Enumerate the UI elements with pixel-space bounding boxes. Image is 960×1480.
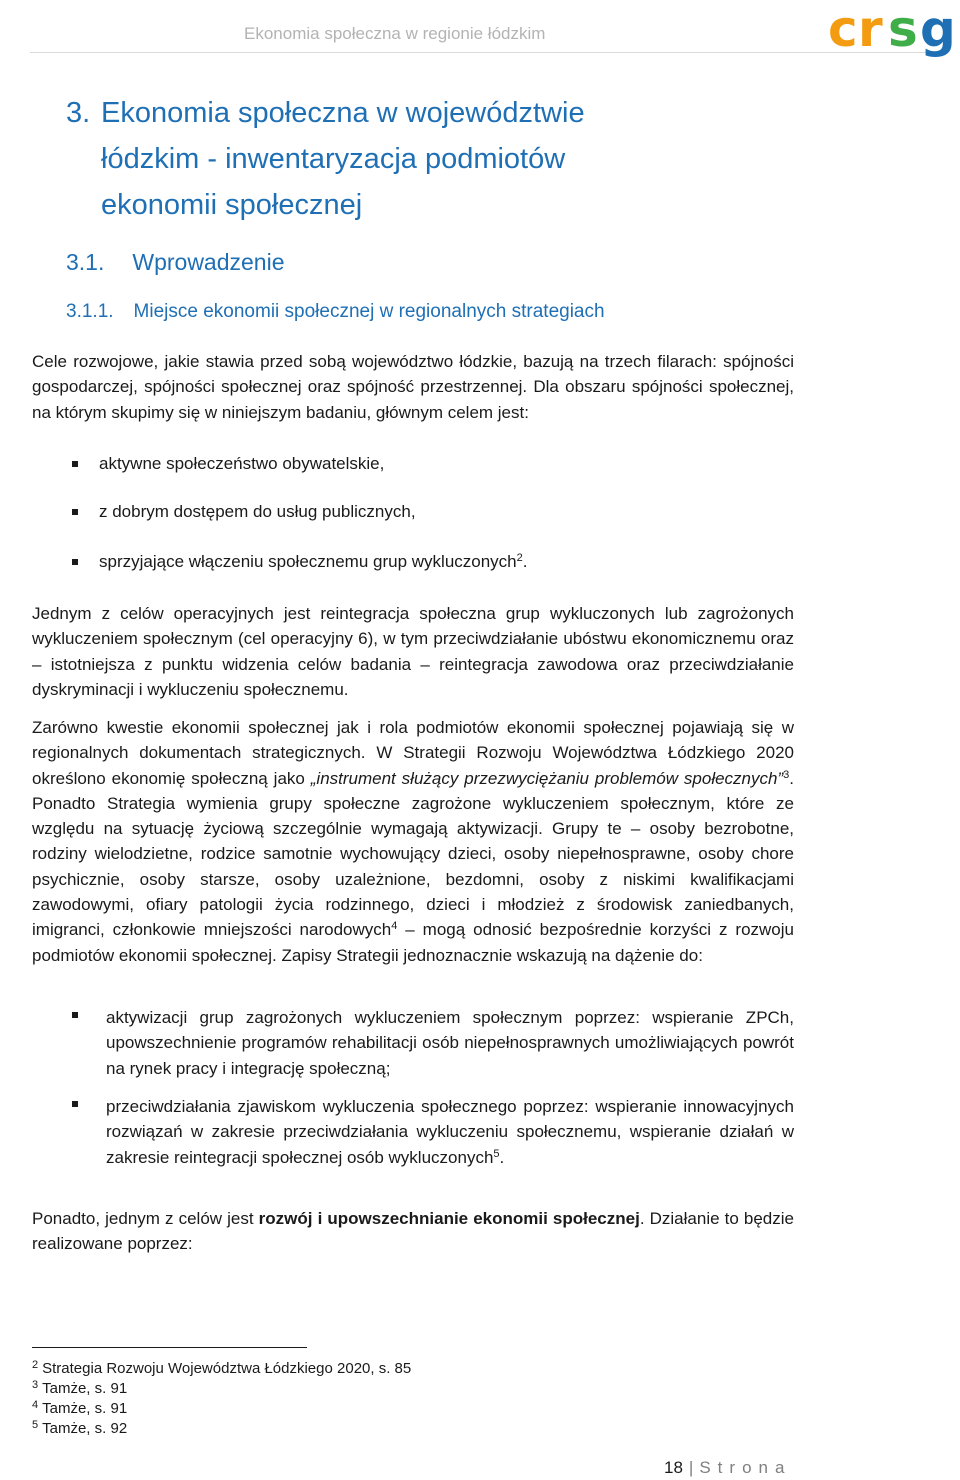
footnote: $^3$ Tamże, s. 91 [32,1379,128,1397]
chapter-title-line-1: Ekonomia społeczna w województwie [101,97,585,129]
list-item: z dobrym dostępem do usług publicznych, [72,502,416,522]
bullet-square-icon [72,559,78,565]
page-footer [664,1458,791,1478]
page-label: Strona [699,1458,792,1477]
list-item: aktywne społeczeństwo obywatelskie, [72,454,384,474]
running-header-title: Ekonomia społeczna w regionie łódzkim [244,24,546,43]
footnote-ref: 4 [391,920,398,933]
list-item: sprzyjające włączeniu społecznemu grup wykluczonych$^2$. [72,552,528,572]
svg-text:r: r [858,2,883,58]
section-title: Wprowadzenie [132,249,285,275]
chapter-title-line-2: łódzkim - inwentaryzacja podmiotów [101,143,566,175]
subsection-heading [66,301,605,323]
header-divider [30,52,930,53]
footnote-separator [32,1347,307,1348]
page-number: 18 [664,1458,683,1477]
section-heading [66,249,285,276]
bullet-square-icon [72,461,78,467]
footer-separator: | [688,1458,694,1477]
subsection-number: 3.1.1. [66,301,114,322]
footnote-ref: 5 [493,1147,500,1160]
svg-text:c: c [828,2,858,58]
paragraph-strategy: Zarówno kwestie ekonomii społecznej jak i rola podmiotów ekonomii społecznej pojawiają się w regionalnych dokumentach strategicznych. W Strategii Rozwoju Województwa Łódzkiego 2020 określono ekonomię społeczną jako „instrument służący przezwyciężaniu problemów społecznych”$^3$. Ponadto Strategia wymienia grupy społeczne zagrożone wykluczeniem społecznym, które ze względu na sytuację życiową szczególnie wymagają aktywizacji. Grupy te – osoby bezrobotne, rodziny wielodzietne, rodzice samotnie wychowujący dzieci, osoby niepełnosprawne, osoby chore psychicznie, osoby starsze, osoby uzależnione, bezdomni, osoby z niskimi kwalifikacjami zawodowymi, ofiary patologii życia rodzinnego, dzieci i młodzież z środowisk zaniedbanych, imigranci, członkowie mniejszości narodowych$^4$ – mogą odnosić bezpośrednie korzyści z rozwoju podmiotów ekonomii społecznej. Zapisy Strategii jednoznacznie wskazują na dążenie do: [32,718,794,965]
quoted-definition: „instrument służący przezwyciężaniu problemów społecznych” [310,768,784,788]
svg-text:g: g [920,2,956,58]
bold-goal: rozwój i upowszechnianie ekonomii społecznej [258,1209,640,1228]
footnote: $^5$ Tamże, s. 92 [32,1419,128,1437]
bullet-square-icon [72,1101,78,1107]
footnote: $^4$ Tamże, s. 91 [32,1399,128,1417]
list-item: aktywizacji grup zagrożonych wykluczeniem społecznym poprzez: wspieranie ZPCh, upowszechnienie programów rehabilitacji osób niepełnosprawnych umożliwiających powrót na rynek pracy i integrację społeczną; [72,1005,794,1081]
subsection-title: Miejsce ekonomii społecznej w regionalnych strategiach [133,301,605,322]
bullet-square-icon [72,1012,78,1018]
crsg-logo [828,2,960,62]
paragraph-development-goal: Ponadto, jednym z celów jest rozwój i upowszechnianie ekonomii społecznej. Działanie to będzie realizowane poprzez: [32,1209,794,1254]
intro-paragraph: Cele rozwojowe, jakie stawia przed sobą województwo łódzkie, bazują na trzech filarach: spójności gospodarczej, spójności społecznej oraz spójność przestrzennej. Dla obszaru spójności społecznej, na którym skupimy się w niniejszym badaniu, głównym celem jest: [32,352,794,422]
bullet-square-icon [72,509,78,515]
list-item: przeciwdziałania zjawiskom wykluczenia społecznego poprzez: wspieranie innowacyjnych rozwiązań w zakresie przeciwdziałania wykluczeniu społecznemu, wspieranie działań w zakresie reintegracji społecznej osób wykluczonych$^5$. [72,1094,794,1170]
footnote-ref: 2 [516,552,523,564]
footnote-ref: 3 [783,768,790,781]
chapter-title-line-3: ekonomii społecznej [101,189,363,221]
footnote: $^2$ Strategia Rozwoju Województwa Łódzkiego 2020, s. 85 [32,1359,412,1377]
paragraph-operational-goal: Jednym z celów operacyjnych jest reintegracja społeczna grup wykluczonych lub zagrożonych wykluczeniem społecznym (cel operacyjny 6), w tym przeciwdziałanie ubóstwu ekonomicznemu oraz – istotniejsza z punktu widzenia celów badania – reintegracja zawodowa oraz przeciwdziałanie dyskryminacji i wykluczeniu społecznemu. [32,604,794,699]
chapter-number: 3. [66,97,91,129]
svg-text:s: s [888,2,918,58]
section-number: 3.1. [66,249,105,275]
chapter-heading [66,90,866,228]
